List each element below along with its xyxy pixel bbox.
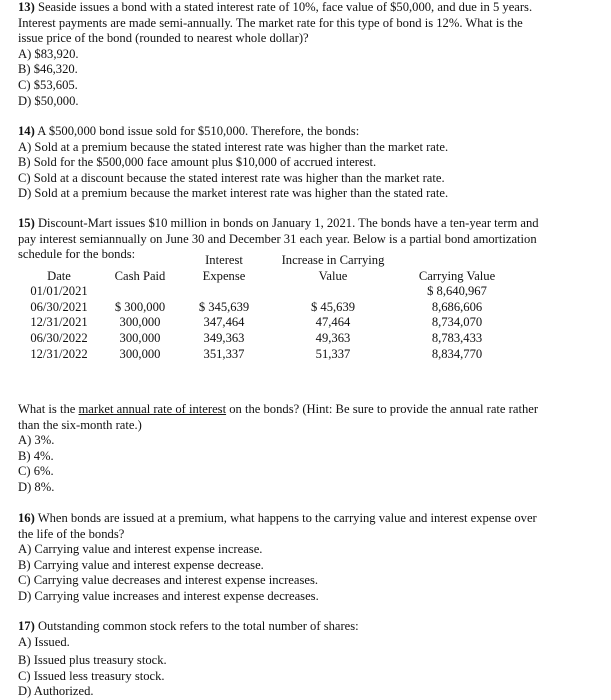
question-16 bbox=[18, 511, 596, 605]
question-15-prompt-line-1: What is the market annual rate of interest on the bonds? (Hint: Be sure to provide the annual rate rather bbox=[18, 402, 539, 416]
question-14-option-a: A) Sold at a premium because the stated interest rate was higher than the market rate. bbox=[18, 139, 449, 154]
question-13-line-1: 13) Seaside issues a bond with a stated interest rate of 10%, face value of $50,000, and due in 5 years. bbox=[18, 0, 533, 14]
question-17-stem: 17) Outstanding common stock refers to the total number of shares: bbox=[18, 619, 359, 633]
question-16-number: 16) bbox=[18, 511, 35, 525]
question-15-line-3: schedule for the bonds: bbox=[18, 247, 136, 262]
question-14-option-b: B) Sold for the $500,000 face amount plus $10,000 of accrued interest. bbox=[18, 155, 377, 170]
question-13-option-a: A) $83,920. bbox=[18, 46, 79, 61]
question-15-prompt-line-2: than the six-month rate.) bbox=[18, 417, 142, 432]
table-header-bottom bbox=[18, 269, 516, 285]
header-value: Value bbox=[318, 268, 348, 283]
question-14-option-c: C) Sold at a discount because the stated interest rate was higher than the market rate. bbox=[18, 170, 445, 185]
question-13-option-b: B) $46,320. bbox=[18, 62, 78, 77]
question-15-option-a: A) 3%. bbox=[18, 433, 55, 448]
question-16-line-2: the life of the bonds? bbox=[18, 526, 125, 541]
table-header-top bbox=[18, 253, 516, 269]
question-16-option-b: B) Carrying value and interest expense decrease. bbox=[18, 557, 264, 572]
table-row: 06/30/2021 $ 300,000 $ 345,639 $ 45,639 8,686,606 bbox=[30, 299, 483, 314]
question-15-option-b: B) 4%. bbox=[18, 448, 54, 463]
question-15-option-c: C) 6%. bbox=[18, 464, 54, 479]
table-row: 06/30/2022 300,000 349,363 49,363 8,783,433 bbox=[30, 330, 483, 345]
header-increase: Increase in Carrying bbox=[281, 253, 385, 267]
header-date: Date bbox=[47, 268, 71, 283]
question-15-option-d: D) 8%. bbox=[18, 479, 55, 494]
question-13-option-c: C) $53,605. bbox=[18, 77, 78, 92]
question-15-line-1: 15) Discount-Mart issues $10 million in bonds on January 1, 2021. The bonds have a ten-year term and bbox=[18, 216, 539, 230]
question-15-line-2: pay interest semiannually on June 30 and December 31 each year. Below is a partial bond amortization bbox=[18, 231, 537, 246]
question-15-prompt bbox=[18, 402, 596, 496]
question-16-option-a: A) Carrying value and interest expense increase. bbox=[18, 542, 263, 557]
table-row: 01/01/2021 $ 8,640,967 bbox=[30, 284, 487, 299]
question-16-line-1: 16) When bonds are issued at a premium, what happens to the carrying value and interest expense over bbox=[18, 511, 537, 525]
question-13-option-d: D) $50,000. bbox=[18, 93, 79, 108]
question-14 bbox=[18, 124, 596, 202]
question-14-number: 14) bbox=[18, 124, 35, 138]
question-17-number: 17) bbox=[18, 619, 35, 633]
question-13 bbox=[18, 0, 596, 109]
header-expense: Expense bbox=[202, 268, 246, 283]
question-16-option-d: D) Carrying value increases and interest expense decreases. bbox=[18, 588, 319, 603]
question-14-option-d: D) Sold at a premium because the market interest rate was higher than the stated rate. bbox=[18, 186, 449, 201]
question-17-option-c: C) Issued less treasury stock. bbox=[18, 668, 165, 683]
question-13-line-2: Interest payments are made semi-annually. The market rate for this type of bond is 12%. What is the bbox=[18, 15, 523, 30]
question-15-number: 15) bbox=[18, 216, 35, 230]
header-interest: Interest bbox=[205, 253, 243, 267]
market-annual-rate-underlined: market annual rate of interest bbox=[78, 402, 227, 416]
question-14-stem: 14) A $500,000 bond issue sold for $510,000. Therefore, the bonds: bbox=[18, 124, 360, 138]
header-carrying-value: Carrying Value bbox=[418, 268, 496, 283]
amortization-table bbox=[18, 253, 516, 362]
table-row: 12/31/2022 300,000 351,337 51,337 8,834,770 bbox=[30, 346, 483, 361]
question-16-option-c: C) Carrying value decreases and interest expense increases. bbox=[18, 573, 319, 588]
table-row: 12/31/2021 300,000 347,464 47,464 8,734,070 bbox=[30, 315, 483, 330]
question-17-option-a: A) Issued. bbox=[18, 634, 70, 649]
question-17-option-d: D) Authorized. bbox=[18, 684, 94, 699]
header-cash-paid: Cash Paid bbox=[114, 268, 166, 283]
question-17-option-b: B) Issued plus treasury stock. bbox=[18, 653, 167, 668]
question-13-number: 13) bbox=[18, 0, 35, 14]
question-17 bbox=[18, 619, 596, 700]
question-13-line-3: issue price of the bond (rounded to nearest whole dollar)? bbox=[18, 31, 309, 46]
